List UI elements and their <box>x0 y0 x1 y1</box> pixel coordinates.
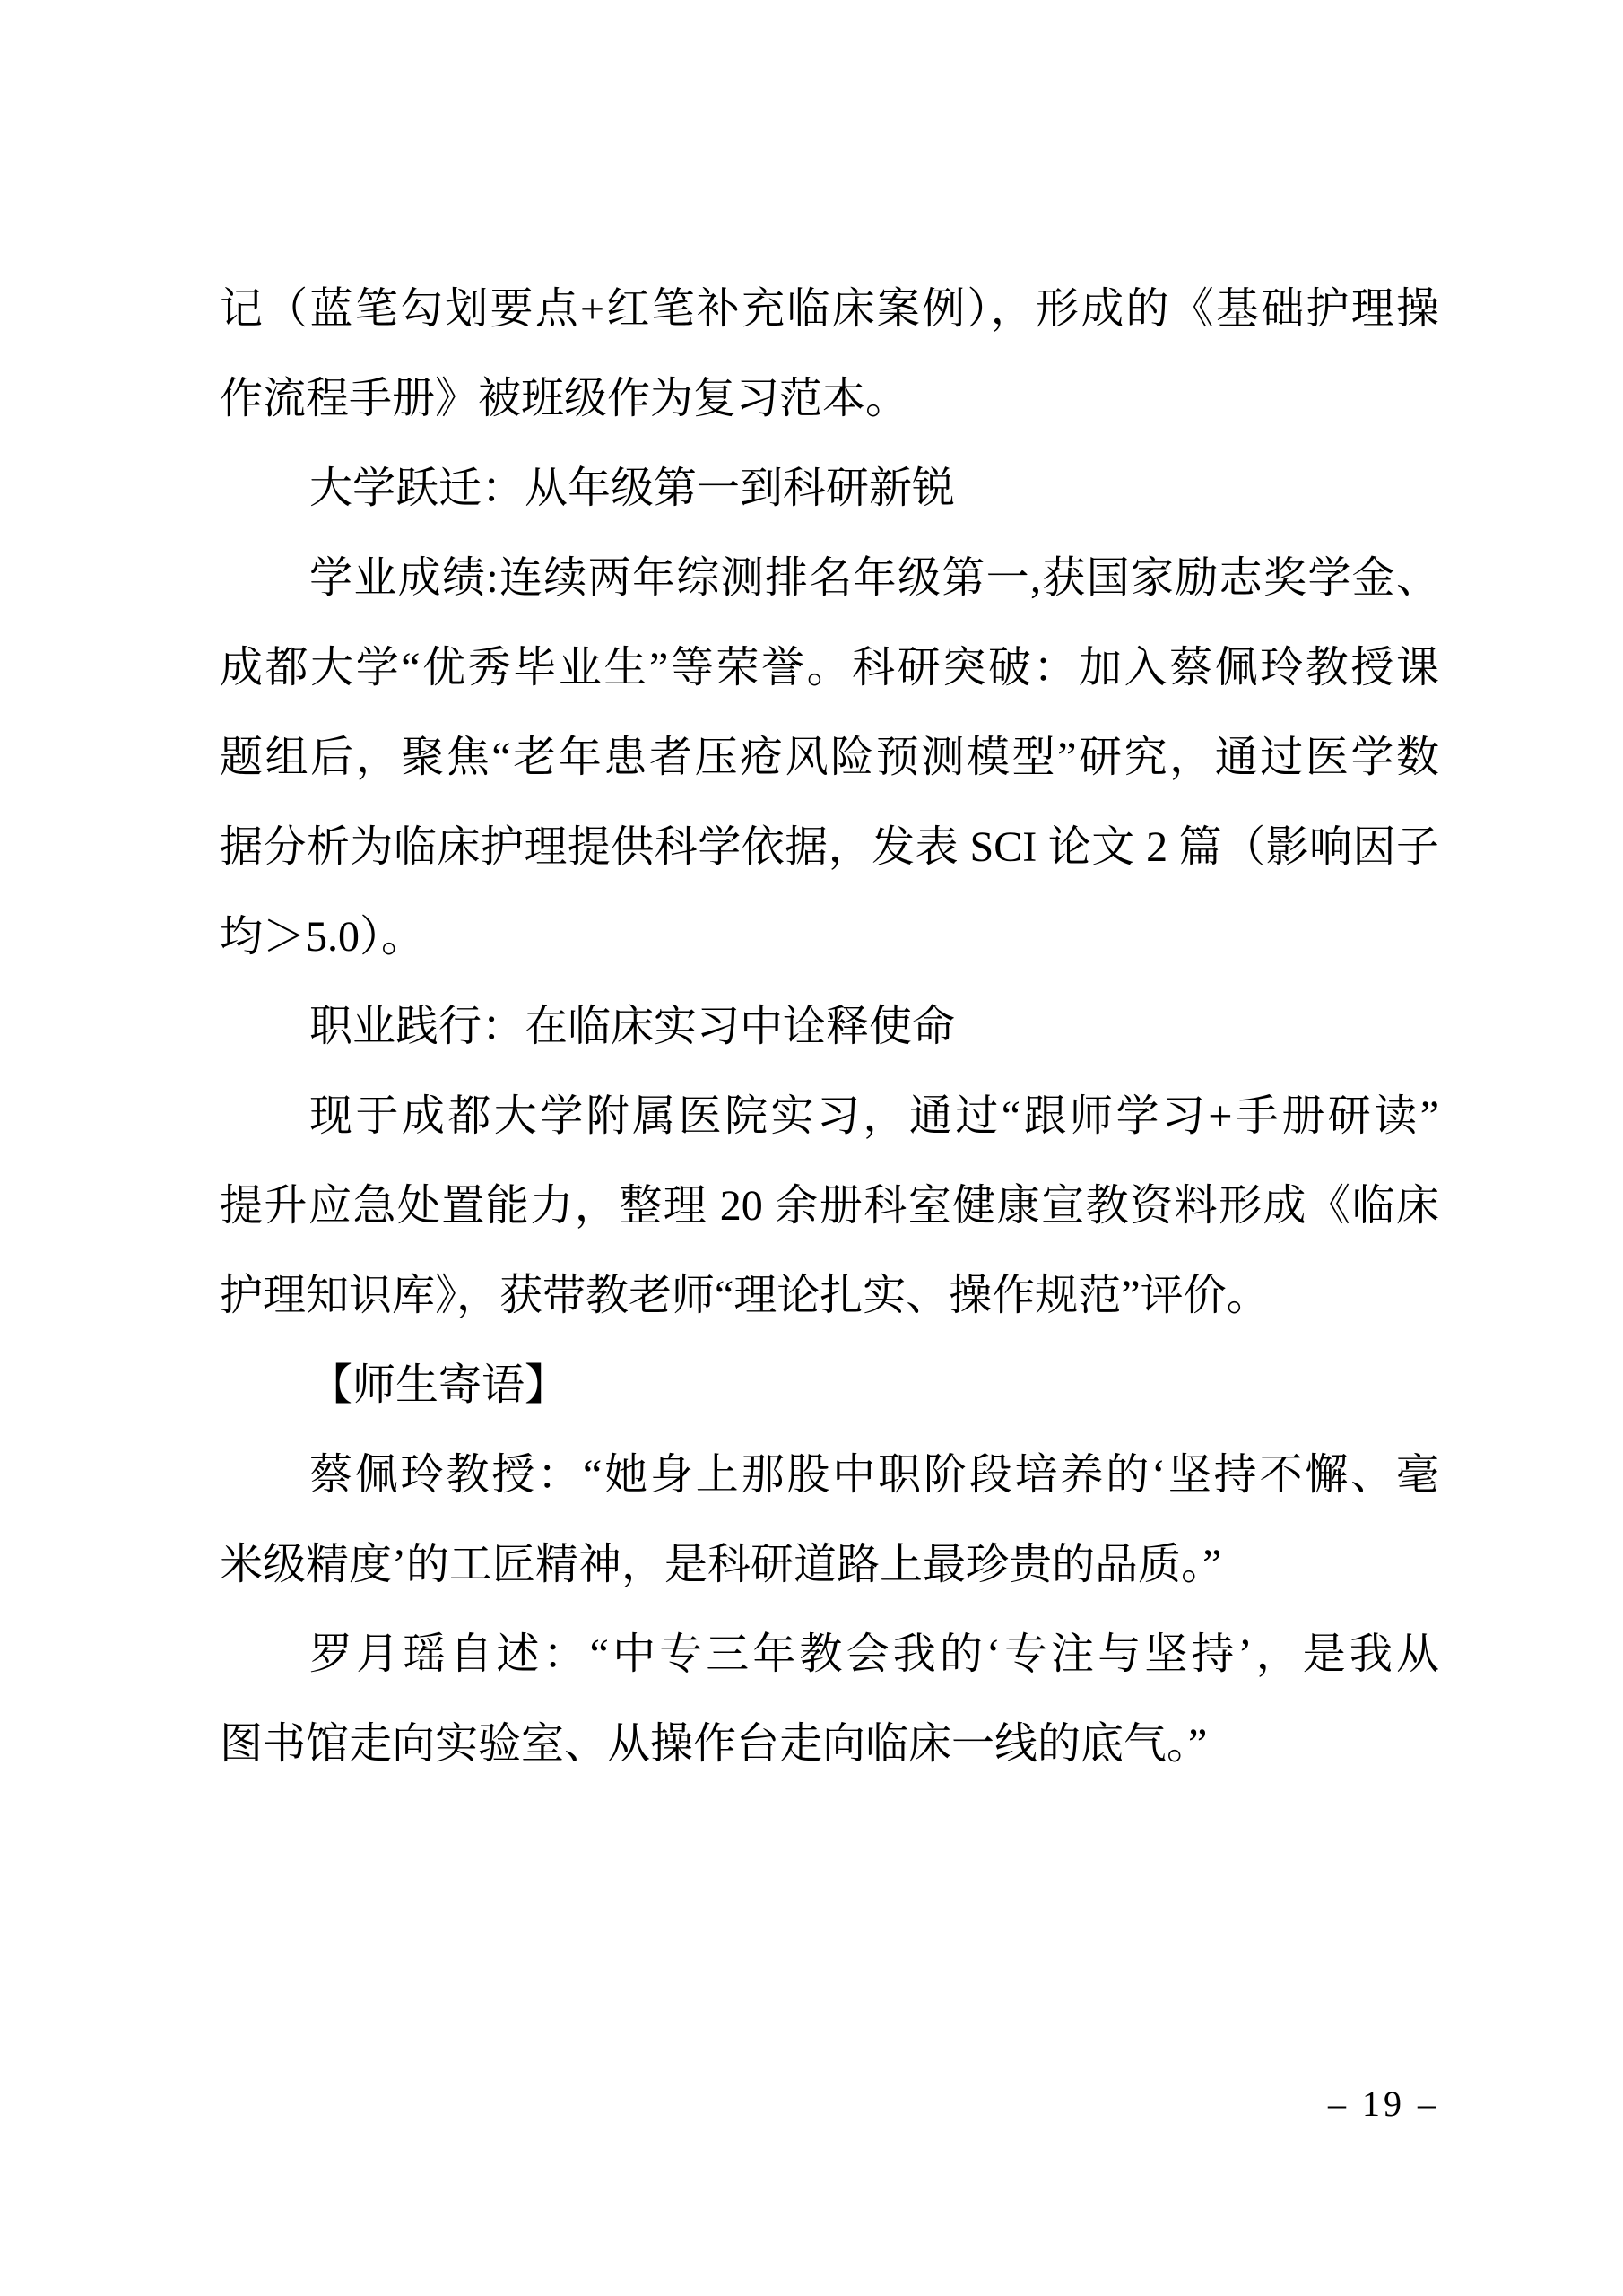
text-line: 罗月瑶自述：“中专三年教会我的‘专注与坚持’，是我从 <box>309 1631 1439 1678</box>
text-line: 图书馆走向实验室、从操作台走向临床一线的底气。” <box>220 1720 1208 1768</box>
text-line: 学业成绩:连续两年综测排名年级第一,获国家励志奖学金、 <box>309 554 1439 602</box>
text-line: 现于成都大学附属医院实习，通过“跟师学习+手册研读” <box>309 1092 1439 1140</box>
text-line: 蔡佩玲教授：“她身上那股中职阶段培养的‘坚持不懈、毫 <box>309 1451 1439 1499</box>
text-line: 【师生寄语】 <box>309 1361 568 1409</box>
text-line: 记（蓝笔勾划要点+红笔补充临床案例），形成的《基础护理操 <box>220 285 1439 333</box>
text-line: 题组后，聚焦“老年患者压疮风险预测模型”研究，通过医学数 <box>220 734 1439 781</box>
text-line: 均＞5.0）。 <box>220 913 425 961</box>
text-line: 提升应急处置能力，整理 20 余册科室健康宣教资料形成《临床 <box>220 1182 1439 1230</box>
text-line: 大学跃迁：从年级第一到科研新锐 <box>309 465 956 512</box>
text-line: 作流程手册》被班级作为复习范本。 <box>220 375 909 422</box>
text-line: 据分析为临床护理提供科学依据，发表 SCI 论文 2 篇（影响因子 <box>220 823 1439 871</box>
text-line: 成都大学“优秀毕业生”等荣誉。科研突破：加入蔡佩玲教授课 <box>220 644 1439 691</box>
document-body <box>220 265 1439 1789</box>
text-line: 米级精度’的工匠精神，是科研道路上最珍贵的品质。” <box>220 1541 1222 1588</box>
page-number: – 19 – <box>1328 2083 1439 2124</box>
text-line: 职业践行：在临床实习中诠释使命 <box>309 1003 956 1050</box>
text-line: 护理知识库》，获带教老师“理论扎实、操作规范”评价。 <box>220 1272 1270 1319</box>
